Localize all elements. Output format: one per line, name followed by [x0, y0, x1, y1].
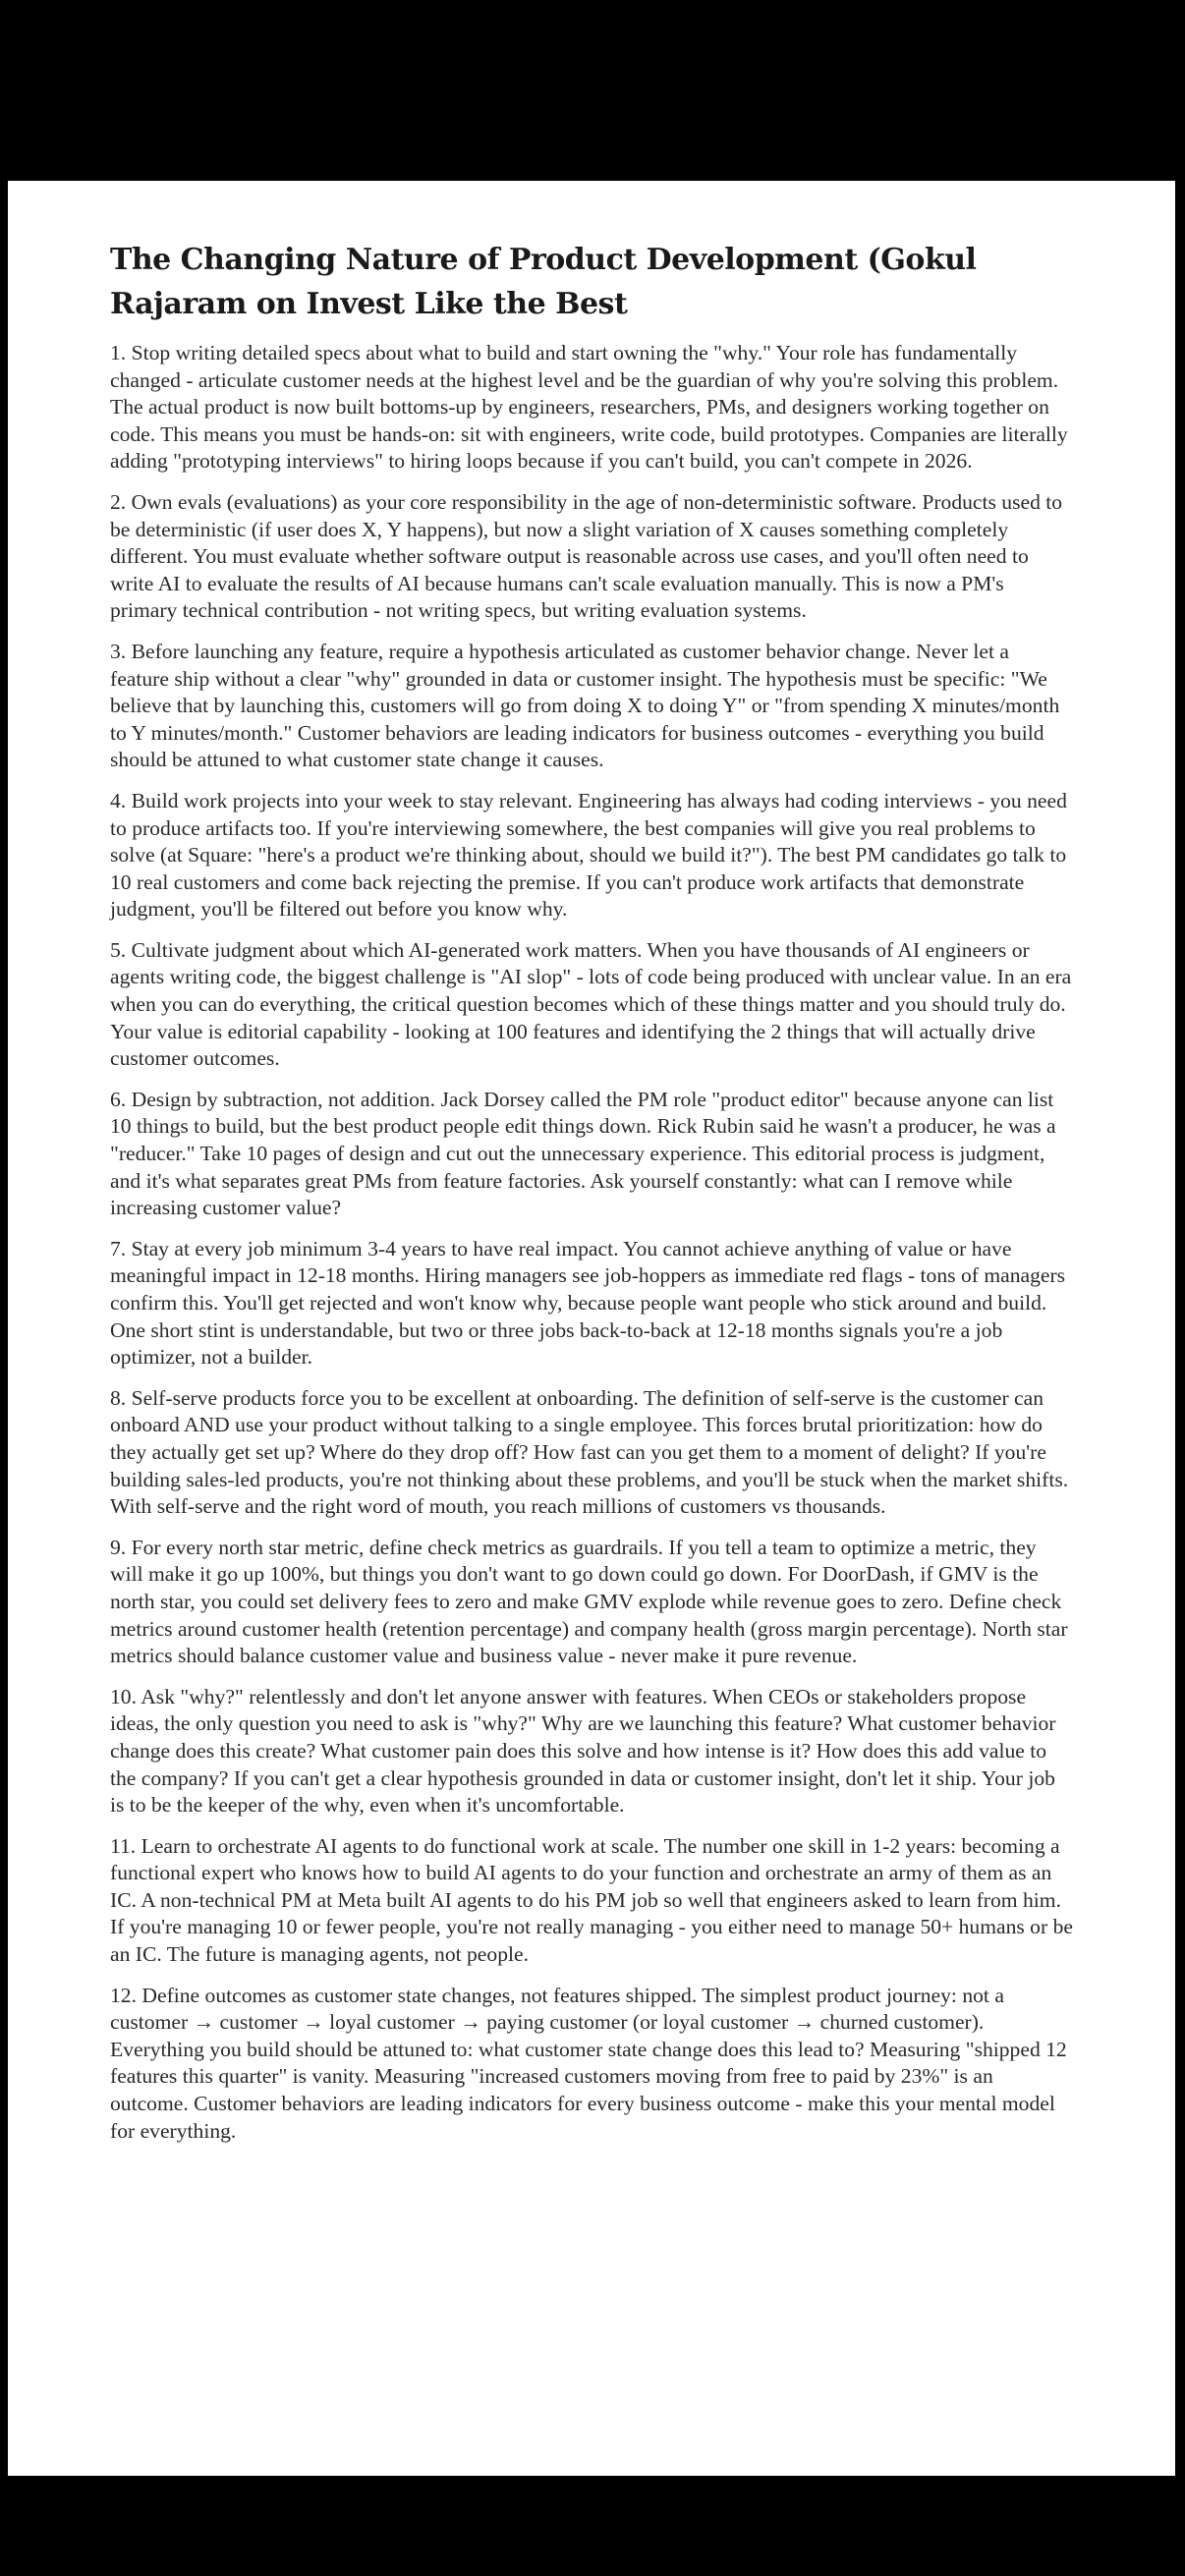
paragraph-5: 5. Cultivate judgment about which AI-generated work matters. When you have thousands of AI engineers or agents writing code, the biggest challenge is "AI slop" - lots of code being produced with unclear value. In an era when you can do everything, the critical question becomes which of these things matter and you should truly do. Your value is editorial capability - looking at 100 features and identifying the 2 things that will actually drive customer outcomes. — [110, 937, 1072, 1071]
bottom-black-bar — [0, 2476, 1185, 2576]
paragraph-2: 2. Own evals (evaluations) as your core responsibility in the age of non-deterministic software. Products used to be deterministic (if user does X, Y happens), but now a slight variation of X causes something completely different. You must evaluate whether software output is reasonable across use cases, and you'll often need to write AI to evaluate the results of AI because humans can't scale evaluation manually. This is now a PM's primary technical contribution - not writing specs, but writing evaluation systems. — [110, 489, 1063, 623]
paragraph-9: 9. For every north star metric, define check metrics as guardrails. If you tell a team to optimize a metric, they will make it go up 100%, but things you don't want to go down could go down. For DoorDash, if GMV is the north star, you could set delivery fees to zero and make GMV explode while revenue goes to zero. Define check metrics around customer health (retention percentage) and company health (gross margin percentage). North star metrics should balance customer value and business value - never make it pure revenue. — [110, 1535, 1068, 1668]
paragraph-10: 10. Ask "why?" relentlessly and don't let anyone answer with features. When CEOs or stakeholders propose ideas, the only question you need to ask is "why?" Why are we launching this feature? What customer behavior change does this create? What customer pain does this solve and how intense is it? How does this add value to the company? If you can't get a clear hypothesis grounded in data or customer insight, don't let it ship. Your job is to be the keeper of the why, even when it's uncomfortable. — [110, 1684, 1056, 1818]
paragraph-8: 8. Self-serve products force you to be excellent at onboarding. The definition of self-serve is the customer can onboard AND use your product without talking to a single employee. This forces brutal prioritization: how do they actually get set up? Where do they drop off? How fast can you get them to a moment of delight? If you're building sales-led products, you're not thinking about these problems, and you'll be stuck when the market shifts. With self-serve and the right word of mouth, you reach millions of customers vs thousands. — [110, 1385, 1069, 1519]
document-page[interactable] — [8, 181, 1175, 2476]
paragraph-3: 3. Before launching any feature, require a hypothesis articulated as customer behavior change. Never let a feature ship without a clear "why" grounded in data or customer insight. The hypothesis must be specific: "We believe that by launching this, customers will go from doing X to doing Y" or "from spending X minutes/month to Y minutes/month." Customer behaviors are leading indicators for business outcomes - everything you build should be attuned to what customer state change it causes. — [110, 639, 1060, 772]
paragraph-11: 11. Learn to orchestrate AI agents to do functional work at scale. The number one skill in 1-2 years: becoming a functional expert who knows how to build AI agents to do your function and orchestrate an army of them as an IC. A non-technical PM at Meta built AI agents to do his PM job so well that engineers asked to learn from him. If you're managing 10 or fewer people, you're not really managing - you either need to manage 50+ humans or be an IC. The future is managing agents, not people. — [110, 1833, 1073, 1967]
paragraph-12: 12. Define outcomes as customer state changes, not features shipped. The simplest product journey: not a customer → customer → loyal customer → paying customer (or loyal customer → churned customer). Everything you build should be attuned to: what customer state change does this lead to? Measuring "shipped 12 features this quarter" is vanity. Measuring "increased customers moving from free to paid by 23%" is an outcome. Customer behaviors are leading indicators for every business outcome - make this your mental model for everything. — [110, 1983, 1067, 2143]
paragraph-7: 7. Stay at every job minimum 3-4 years to have real impact. You cannot achieve anything of value or have meaningful impact in 12-18 months. Hiring managers see job-hoppers as immediate red flags - tons of managers confirm this. You'll get rejected and won't know why, because people want people who stick around and build. One short stint is understandable, but two or three jobs back-to-back at 12-18 months signals you're a job optimizer, not a builder. — [110, 1236, 1066, 1370]
paragraph-4: 4. Build work projects into your week to stay relevant. Engineering has always had coding interviews - you need to produce artifacts too. If you're interviewing somewhere, the best companies will give you real problems to solve (at Square: "here's a product we're thinking about, should we build it?"). The best PM candidates go talk to 10 real customers and come back rejecting the premise. If you can't produce work artifacts that demonstrate judgment, you'll be filtered out before you know why. — [110, 788, 1067, 922]
paragraph-1: 1. Stop writing detailed specs about what to build and start owning the "why." Your role has fundamentally changed - articulate customer needs at the highest level and be the guardian of why you're solving this problem. The actual product is now built bottoms-up by engineers, researchers, PMs, and designers working together on code. This means you must be hands-on: sit with engineers, write code, build prototypes. Companies are literally adding "prototyping interviews" to hiring loops because if you can't build, you can't compete in 2026. — [110, 341, 1068, 474]
article-title: The Changing Nature of Product Development (Gokul Rajaram on Invest Like the Best — [110, 243, 977, 321]
top-black-bar — [0, 0, 1185, 181]
paragraph-6: 6. Design by subtraction, not addition. Jack Dorsey called the PM role "product editor" because anyone can list 10 things to build, but the best product people edit things down. Rick Rubin said he wasn't a producer, he was a "reducer." Take 10 pages of design and cut out the unnecessary experience. This editorial process is judgment, and it's what separates great PMs from feature factories. Ask yourself constantly: what can I remove while increasing customer value? — [110, 1087, 1056, 1220]
